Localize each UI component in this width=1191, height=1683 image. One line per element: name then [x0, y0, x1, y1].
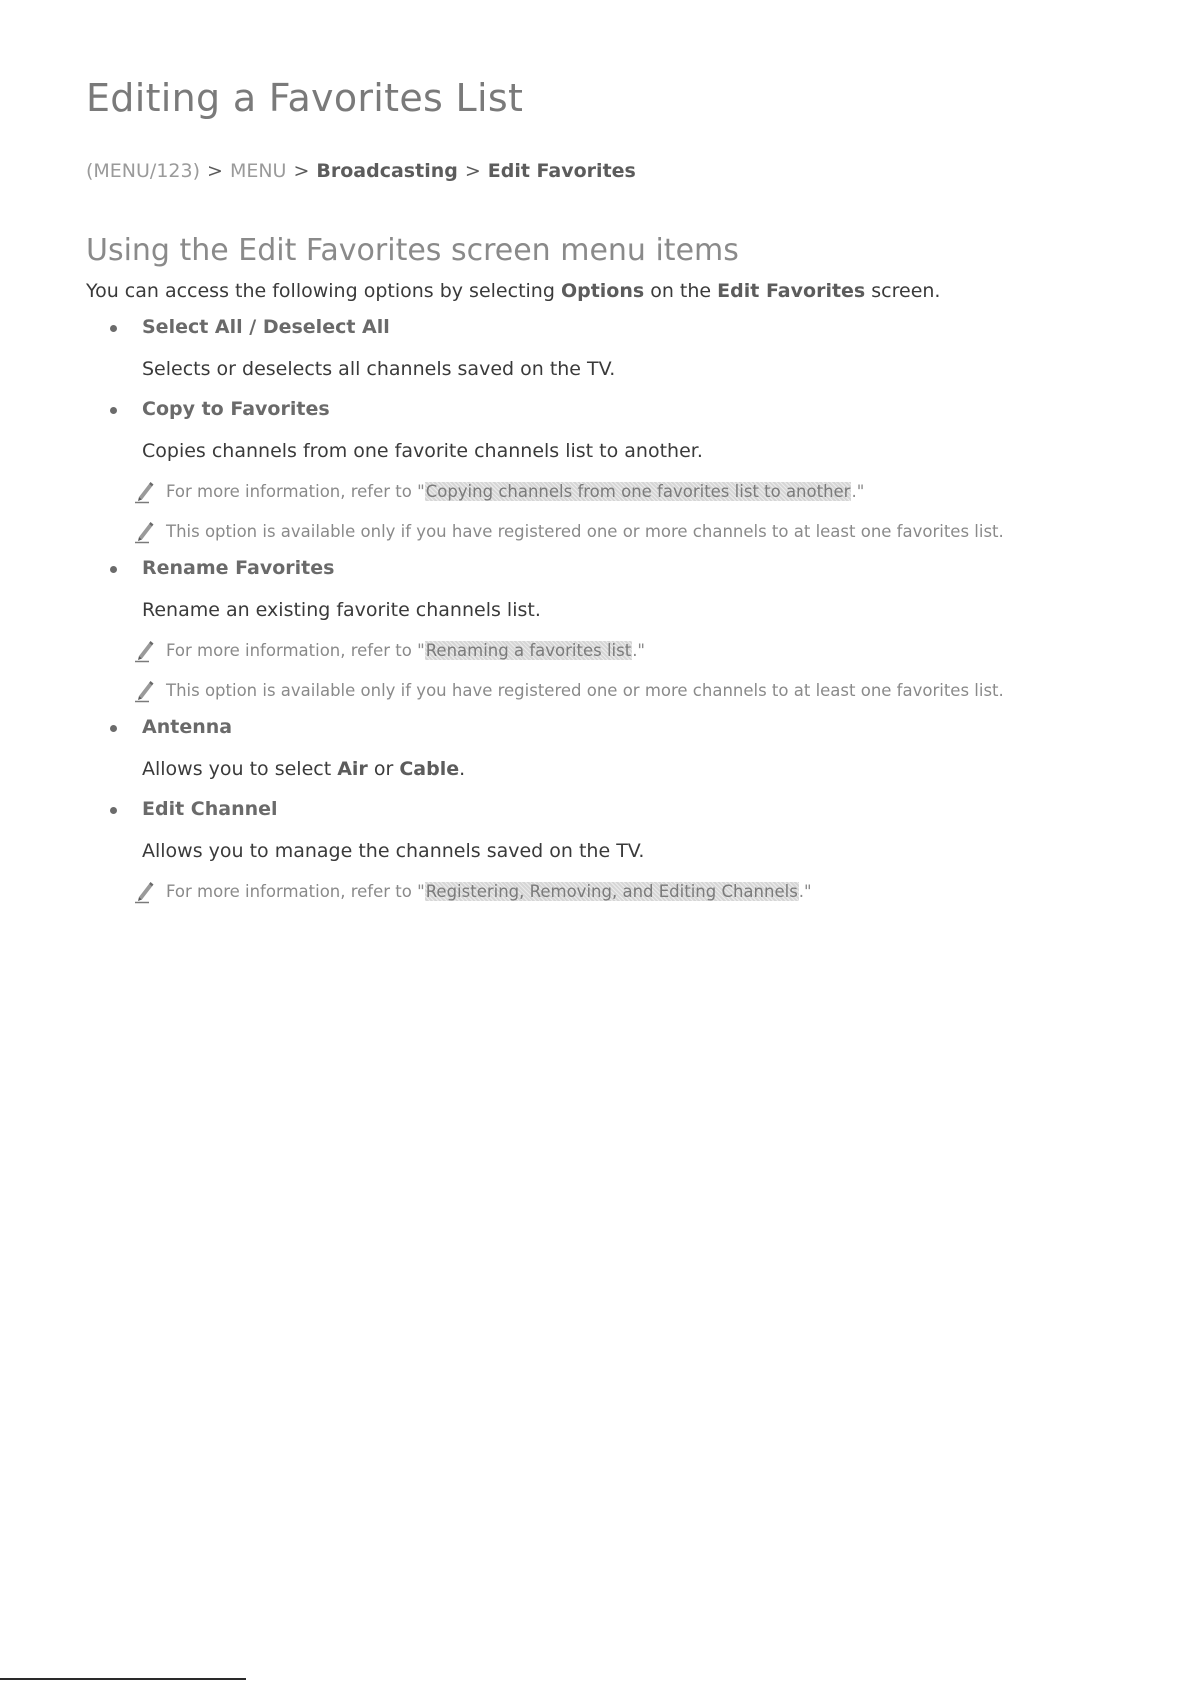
item-description: Allows you to manage the channels saved on the TV. [142, 840, 645, 862]
item-label: Edit Channel [142, 798, 278, 820]
item-label: Copy to Favorites [142, 398, 330, 420]
note-text [166, 882, 812, 901]
note-prefix: For more information, refer to " [166, 482, 425, 501]
pencil-note-icon [132, 637, 158, 663]
option-cable: Cable [399, 758, 460, 780]
breadcrumb-menu-123: (MENU/123) [86, 160, 201, 182]
note-suffix: ." [851, 482, 865, 501]
section-title: Using the Edit Favorites screen menu items [86, 233, 739, 268]
item-description [142, 758, 465, 780]
section-intro [86, 280, 940, 302]
desc-text: or [367, 758, 400, 780]
breadcrumb-edit-favorites: Edit Favorites [487, 160, 636, 182]
desc-text: Allows you to select [142, 758, 338, 780]
note-text [166, 482, 864, 501]
footer-divider [0, 1678, 246, 1680]
item-description: Rename an existing favorite channels list. [142, 599, 541, 621]
bullet-icon [110, 566, 117, 573]
note-prefix: For more information, refer to " [166, 882, 425, 901]
item-description: Copies channels from one favorite channels list to another. [142, 440, 703, 462]
breadcrumb-broadcasting: Broadcasting [316, 160, 458, 182]
pencil-note-icon [132, 518, 158, 544]
cross-reference-link[interactable]: Registering, Removing, and Editing Channels [425, 882, 798, 901]
breadcrumb-separator: > [207, 160, 223, 182]
breadcrumb-separator: > [293, 160, 310, 182]
breadcrumb-menu: MENU [229, 160, 287, 182]
item-label: Select All / Deselect All [142, 316, 390, 338]
breadcrumb [86, 160, 636, 182]
note-prefix: For more information, refer to " [166, 641, 425, 660]
bullet-icon [110, 725, 117, 732]
note-suffix: ." [632, 641, 646, 660]
intro-text: on the [644, 280, 718, 302]
bullet-icon [110, 325, 117, 332]
pencil-note-icon [132, 478, 158, 504]
intro-text: You can access the following options by selecting [86, 280, 561, 302]
note-text [166, 641, 645, 660]
page-title: Editing a Favorites List [86, 76, 524, 120]
intro-screen-name: Edit Favorites [717, 280, 866, 302]
pencil-note-icon [132, 677, 158, 703]
item-label: Antenna [142, 716, 233, 738]
bullet-icon [110, 407, 117, 414]
pencil-note-icon [132, 878, 158, 904]
option-air: Air [337, 758, 368, 780]
intro-text: screen. [865, 280, 941, 302]
bullet-icon [110, 807, 117, 814]
breadcrumb-separator: > [464, 160, 481, 182]
intro-options-term: Options [560, 280, 645, 302]
note-suffix: ." [798, 882, 812, 901]
item-label: Rename Favorites [142, 557, 335, 579]
cross-reference-link[interactable]: Copying channels from one favorites list to another [425, 482, 851, 501]
item-description: Selects or deselects all channels saved on the TV. [142, 358, 616, 380]
cross-reference-link[interactable]: Renaming a favorites list [425, 641, 632, 660]
note-text: This option is available only if you have registered one or more channels to at least one favorites list. [166, 522, 1004, 541]
note-text: This option is available only if you have registered one or more channels to at least one favorites list. [166, 681, 1004, 700]
desc-text: . [459, 758, 466, 780]
